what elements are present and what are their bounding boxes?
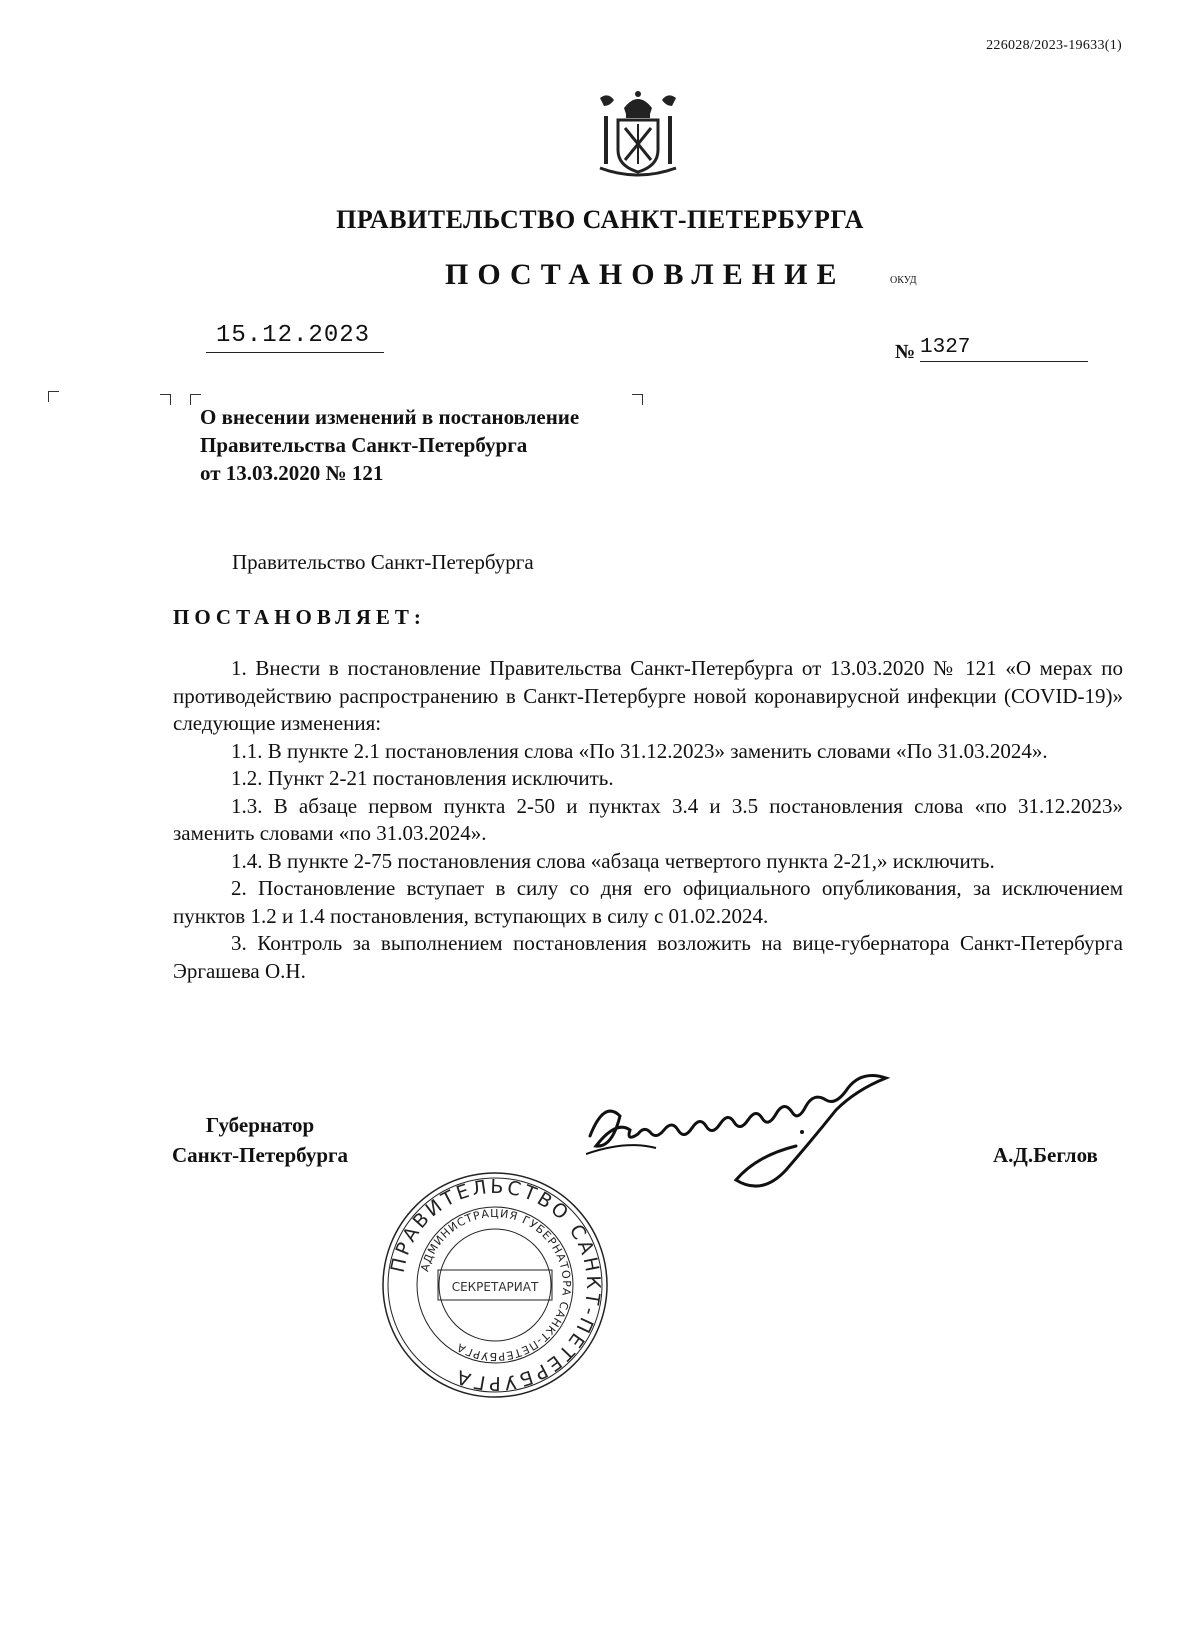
subject-corner-mark-right: [632, 394, 643, 405]
number-underline: [920, 361, 1088, 362]
seal-inner-text: АДМИНИСТРАЦИЯ ГУБЕРНАТОРА САНКТ-ПЕТЕРБУРГА: [418, 1206, 574, 1364]
official-seal: [380, 1170, 610, 1400]
subject-line: О внесении изменений в постановление: [200, 405, 580, 429]
signatory-name: А.Д.Беглов: [993, 1143, 1098, 1167]
okud-label: ОКУД: [890, 275, 917, 286]
paragraph-1-2: 1.2. Пункт 2-21 постановления исключить.: [231, 766, 614, 790]
document-number: 1327: [920, 336, 971, 359]
paragraph-1-1: 1.1. В пункте 2.1 постановления слова «По 31.12.2023» заменить словами «По 31.03.2024».: [231, 738, 1048, 763]
resolves-heading: ПОСТАНОВЛЯЕТ:: [173, 605, 426, 629]
government-title: ПРАВИТЕЛЬСТВО САНКТ-ПЕТЕРБУРГА: [336, 205, 864, 234]
position-line: Губернатор: [205, 1113, 315, 1137]
coat-of-arms-icon: [590, 88, 686, 180]
subject-line: Правительства Санкт-Петербурга: [200, 433, 528, 457]
subject-corner-mark-left: [160, 394, 171, 405]
left-margin-corner-mark: [48, 391, 59, 402]
paragraph-1-3: 1.3. В абзаце первом пункта 2-50 и пунктах 3.4 и 3.5 постановления слова «по 31.12.2023» заменить словами «по 31.03.2024».: [173, 793, 1123, 845]
paragraph-1-4: 1.4. В пункте 2-75 постановления слова «абзаца четвертого пункта 2-21,» исключить.: [231, 848, 995, 873]
paragraph-1: 1. Внести в постановление Правительства Санкт-Петербурга от 13.03.2020 № 121 «О мерах по противодействию распространению в Санкт-Петербурге новой коронавирусной инфекции (COVID-19)» следующие изменения:: [173, 656, 1123, 735]
document-type-title: ПОСТАНОВЛЕНИЕ: [445, 258, 846, 291]
date-underline: [206, 352, 384, 353]
registration-number: 226028/2023-19633(1): [986, 38, 1122, 53]
number-label: №: [895, 341, 916, 363]
paragraph-3: 3. Контроль за выполнением постановления возложить на вице-губернатора Санкт-Петербурга Эргашева О.Н.: [173, 931, 1123, 983]
document-subject: [200, 403, 579, 487]
preamble: Правительство Санкт-Петербурга: [232, 550, 534, 574]
position-line: Санкт-Петербурга: [172, 1143, 349, 1167]
signatory-position: [172, 1110, 348, 1170]
seal-outer-text: ПРАВИТЕЛЬСТВО САНКТ-ПЕТЕРБУРГА: [386, 1175, 605, 1395]
handwritten-signature: [586, 1070, 926, 1220]
subject-line: от 13.03.2020 № 121: [200, 461, 384, 485]
paragraph-2: 2. Постановление вступает в силу со дня его официального опубликования, за исключением пунктов 1.2 и 1.4 постановления, вступающих в силу с 01.02.2024.: [173, 876, 1123, 928]
document-date: 15.12.2023: [216, 322, 371, 349]
seal-center-text: СЕКРЕТАРИАТ: [451, 1280, 539, 1294]
resolution-body: [173, 655, 1123, 985]
